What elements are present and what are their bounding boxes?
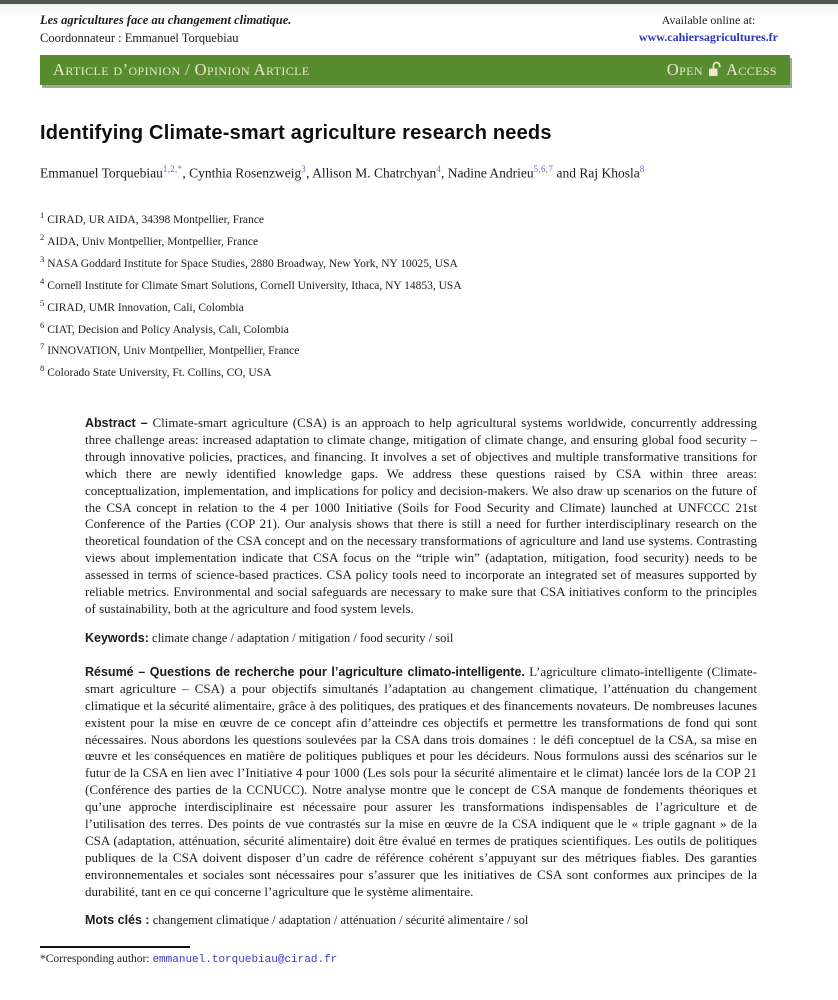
corresponding-author-email[interactable]: emmanuel.torquebiau@cirad.fr [152, 954, 338, 966]
available-online-block [639, 12, 778, 47]
author-separator: , [182, 165, 190, 181]
author-affiliation-ref: 1,2,* [162, 164, 183, 174]
open-access-label-right: Access [725, 60, 777, 79]
resume-paragraph [85, 664, 757, 900]
article-type-banner [40, 55, 790, 85]
series-title: Les agricultures face au changement climatique. [40, 13, 292, 27]
author-name: Cynthia Rosenzweig [189, 165, 302, 181]
author-name: Allison M. Chatrchyan [312, 165, 437, 181]
open-access-label-left: Open [666, 60, 703, 79]
abstract-label: Abstract – [85, 416, 148, 431]
open-access-badge [667, 60, 777, 80]
affiliation-item [40, 229, 790, 251]
affiliation-text: CIAT, Decision and Policy Analysis, Cali, Colombia [47, 323, 289, 336]
author-list [40, 163, 746, 184]
affiliation-item [40, 273, 790, 295]
keywords-label: Keywords: [85, 630, 149, 645]
author-separator: , [306, 165, 313, 181]
author-separator: and [553, 165, 580, 181]
affiliation-number: 2 [40, 232, 45, 243]
affiliation-number: 1 [40, 210, 45, 221]
affiliation-number: 3 [40, 254, 45, 265]
mots-cles-line [85, 912, 757, 928]
available-online-label: Available online at: [661, 13, 756, 27]
author-name: Emmanuel Torquebiau [40, 165, 163, 181]
abstract-section [85, 415, 757, 929]
corresponding-author-note [40, 953, 760, 966]
corresponding-author-prefix: *Corresponding author: [40, 953, 153, 965]
affiliation-item [40, 295, 790, 317]
keywords-line [85, 630, 757, 646]
journal-series-block [40, 12, 291, 47]
article-type-label: Article d’opinion / Opinion Article [53, 60, 310, 79]
affiliation-text: INNOVATION, Univ Montpellier, Montpellier, France [47, 345, 300, 358]
affiliation-number: 7 [40, 341, 45, 352]
affiliation-item [40, 251, 790, 273]
affiliation-text: Cornell Institute for Climate Smart Solutions, Cornell University, Ithaca, NY 14853, USA [47, 279, 462, 292]
affiliation-item [40, 317, 790, 339]
author-affiliation-ref: 3 [301, 164, 307, 174]
resume-label: Résumé – Questions de recherche pour l’agriculture climato-intelligente. [85, 664, 525, 679]
author-affiliation-ref: 5,6,7 [533, 164, 554, 174]
article-body [0, 122, 838, 929]
affiliation-item [40, 207, 790, 229]
affiliation-text: CIRAD, UMR Innovation, Cali, Colombia [47, 301, 244, 314]
keywords-text: climate change / adaptation / mitigation / food security / soil [152, 630, 454, 645]
corresponding-author-footnote [40, 946, 760, 966]
affiliation-item [40, 360, 790, 382]
journal-header [0, 4, 838, 47]
journal-website-link[interactable]: www.cahiersagricultures.fr [638, 30, 778, 45]
author-name: Raj Khosla [579, 165, 640, 181]
author-separator: , [441, 165, 448, 181]
author-name: Nadine Andrieu [447, 165, 534, 181]
abstract-paragraph [85, 415, 757, 618]
affiliation-item [40, 338, 790, 360]
resume-text: L’agriculture climato-intelligente (Climate-smart agriculture – CSA) a pour objectifs simultanés l’adaptation au changement climatique, l’atténuation du changement climatique et la sécurité alimentaire, grâce à des politiques, des pratiques et des financements novateurs. De nombreuses lacunes existent pour la mise en œuvre de ce concept afin d’atteindre ces objectifs et permettre les transformations de fond qui sont nécessaires. Nous abordons les questions soulevées par la CSA dans trois domaines : le défi conceptuel de la CSA, sa mise en œuvre et les conséquences en matière de politiques publiques et pour les décideurs. Nous formulons aussi des scénarios sur le futur de la CSA en lien avec l’Initiative 4 pour 1000 (Les sols pour la sécurité alimentaire et le climat) lancée lors de la COP 21 (Conférence des parties de la CCNUCC). Notre analyse montre que le concept de CSA manque de fondements théoriques et qu’une approche interdisciplinaire est nécessaire pour assurer les transformations indispensables de l’agriculture et de l’utilisation des terres. Des points de vue contrastés sur la mise en œuvre de la CSA indiquent que le « triple gagnant » de la CSA (adaptation, atténuation, sécurité alimentaire) doit être évalué en termes de pratiques scientifiques. Les outils de politiques publiques de la CSA doivent disposer d’un cadre de référence cohérent s’appuyant sur des métriques fiables. Des garanties environnementales et sociales sont nécessaires pour s’assurer que les initiatives de CSA sont conformes aux principes de la durabilité, tant en ce qui concerne l’agriculture que le système alimentaire. [85, 663, 757, 899]
footnote-rule [40, 946, 190, 948]
mots-cles-label: Mots clés : [85, 913, 150, 928]
affiliation-number: 6 [40, 319, 45, 330]
coordinator-line: Coordonnateur : Emmanuel Torquebiau [40, 30, 239, 45]
abstract-text: Climate-smart agriculture (CSA) is an approach to help agricultural systems worldwide, concurrently addressing three challenge areas: increased adaptation to climate change, mitigation of climate change, and ensuring global food security – through innovative policies, practices, and financing. It involves a set of objectives and multiple transformative transitions for which there are newly identified knowledge gaps. We address these questions raised by CSA within three areas: conceptualization, implementation, and implications for policy and decision-makers. We also draw up scenarios on the future of the CSA concept in relation to the 4 per 1000 Initiative (Soils for Food Security and Climate) launched at UNFCCC 21st Conference of the Parties (COP 21). Our analysis shows that there is still a need for further interdisciplinary research on the theoretical foundation of the CSA concept and on the necessary transformations of agriculture and land use systems. Contrasting views about implementation indicate that CSA focus on the “triple win” (adaptation, mitigation, food security) needs to be assessed in terms of science-based practices. CSA policy tools need to incorporate an integrated set of measures supported by reliable metrics. Environmental and social safeguards are necessary to make sure that CSA initiatives conform to the principles of sustainability, both at the agriculture and food system levels. [85, 415, 758, 616]
affiliation-text: NASA Goddard Institute for Space Studies, 2880 Broadway, New York, NY 10025, USA [47, 257, 458, 270]
affiliation-number: 8 [40, 363, 45, 374]
author-affiliation-ref: 8 [639, 164, 645, 174]
affiliation-text: AIDA, Univ Montpellier, Montpellier, France [47, 236, 259, 249]
affiliation-text: CIRAD, UR AIDA, 34398 Montpellier, France [47, 214, 264, 227]
affiliation-list [40, 207, 790, 382]
affiliation-text: Colorado State University, Ft. Collins, CO, USA [47, 367, 272, 380]
page-title: Identifying Climate-smart agriculture research needs [40, 122, 552, 144]
affiliation-number: 5 [40, 297, 45, 308]
mots-cles-text: changement climatique / adaptation / atténuation / sécurité alimentaire / sol [152, 913, 529, 928]
author-affiliation-ref: 4 [436, 164, 442, 174]
open-lock-icon [708, 61, 721, 82]
affiliation-number: 4 [40, 275, 45, 286]
